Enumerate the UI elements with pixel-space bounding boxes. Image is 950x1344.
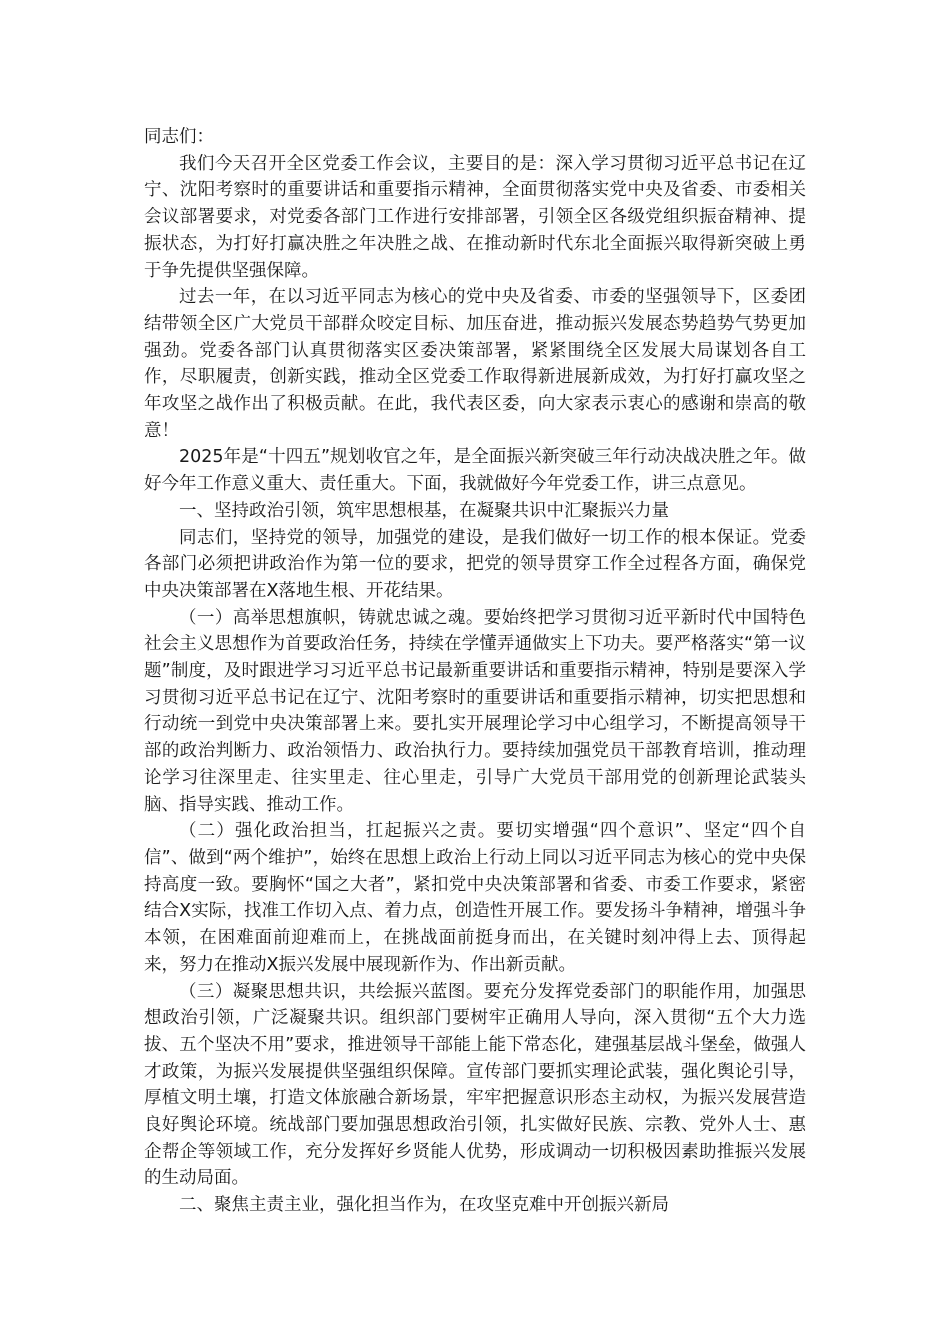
- paragraph-intro: 我们今天召开全区党委工作会议，主要目的是：深入学习贯彻习近平总书记在辽宁、沈阳考察时的重要讲话和重要指示精神，全面贯彻落实党中央及省委、市委相关会议部署要求，对党委各部门工作进行安排部署，引领全区各级党组织振奋精神、提振状态，为打好打赢决胜之年决胜之战、在推动新时代东北全面振兴取得新突破上勇于争先提供坚强保障。: [144, 153, 806, 281]
- section-heading-2: 二、聚焦主责主业，强化担当作为，在攻坚克难中开创振兴新局: [179, 1195, 669, 1216]
- salutation: 同志们：: [144, 127, 214, 147]
- paragraph-item-3: （三）凝聚思想共识，共绘振兴蓝图。要充分发挥党委部门的职能作用，加强思想政治引领，广泛凝聚共识。组织部门要树牢正确用人导向，深入贯彻“五个大力选拔、五个坚决不用”要求，推进领导干部能上能下常态化，建强基层战斗堡垒，做强人才政策，为振兴发展提供坚强组织保障。宣传部门要抓实理论武装，强化舆论引导，厚植文明土壤，打造文体旅融合新场景，牢牢把握意识形态主动权，为振兴发展营造良好舆论环境。统战部门要加强思想政治引领，扎实做好民族、宗教、党外人士、惠企帮企等领域工作，充分发挥好乡贤能人优势，形成调动一切积极因素助推振兴发展的生动局面。: [144, 981, 806, 1189]
- paragraph-2025: 2025年是“十四五”规划收官之年，是全面振兴新突破三年行动决战决胜之年。做好今年工作意义重大、责任重大。下面，我就做好今年党委工作，讲三点意见。: [144, 447, 806, 495]
- paragraph-review: 过去一年，在以习近平同志为核心的党中央及省委、市委的坚强领导下，区委团结带领全区广大党员干部群众咬定目标、加压奋进，推动振兴发展态势趋势气势更加强劲。党委各部门认真贯彻落实区委决策部署，紧紧围绕全区发展大局谋划各自工作，尽职履责，创新实践，推动全区党委工作取得新进展新成效，为打好打赢攻坚之年攻坚之战作出了积极贡献。在此，我代表区委，向大家表示衷心的感谢和崇高的敬意！: [144, 287, 806, 441]
- document-body: [144, 124, 806, 1219]
- paragraph-item-1: （一）高举思想旗帜，铸就忠诚之魂。要始终把学习贯彻习近平新时代中国特色社会主义思想作为首要政治任务，持续在学懂弄通做实上下功夫。要严格落实“第一议题”制度，及时跟进学习习近平总书记最新重要讲话和重要指示精神，特别是要深入学习贯彻习近平总书记在辽宁、沈阳考察时的重要讲话和重要指示精神，切实把思想和行动统一到党中央决策部署上来。要扎实开展理论学习中心组学习，不断提高领导干部的政治判断力、政治领悟力、政治执行力。要持续加强党员干部教育培训，推动理论学习往深里走、往实里走、往心里走，引导广大党员干部用党的创新理论武装头脑、指导实践、推动工作。: [144, 607, 806, 815]
- section-heading-1: 一、坚持政治引领，筑牢思想根基，在凝聚共识中汇聚振兴力量: [179, 500, 669, 521]
- paragraph-item-2: （二）强化政治担当，扛起振兴之责。要切实增强“四个意识”、坚定“四个自信”、做到“两个维护”，始终在思想上政治上行动上同以习近平同志为核心的党中央保持高度一致。要胸怀“国之大者”，紧扣党中央决策部署和省委、市委工作要求，紧密结合X实际，找准工作切入点、着力点，创造性开展工作。要发扬斗争精神，增强斗争本领，在困难面前迎难而上，在挑战面前挺身而出，在关键时刻冲得上去、顶得起来，努力在推动X振兴发展中展现新作为、作出新贡献。: [144, 821, 806, 975]
- paragraph-section-1-intro: 同志们，坚持党的领导，加强党的建设，是我们做好一切工作的根本保证。党委各部门必须把讲政治作为第一位的要求，把党的领导贯穿工作全过程各方面，确保党中央决策部署在X落地生根、开花结果。: [144, 527, 806, 601]
